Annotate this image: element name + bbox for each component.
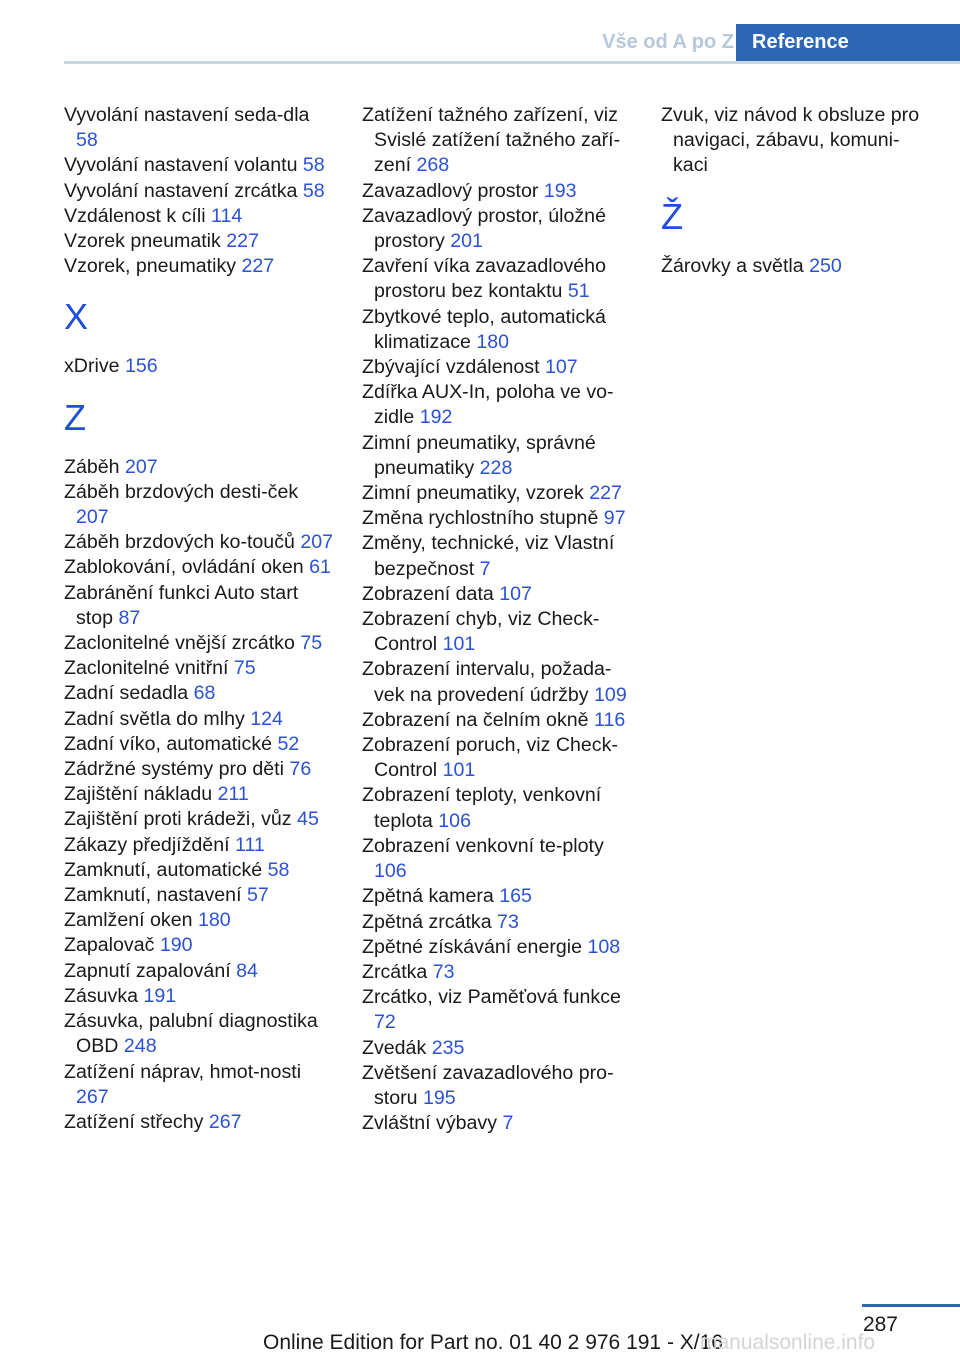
page-link[interactable]: 75	[233, 657, 256, 680]
index-entry	[64, 656, 334, 681]
page-link[interactable]: 68	[193, 682, 216, 705]
page-link[interactable]: 109	[594, 683, 627, 706]
index-entry	[64, 581, 334, 631]
entry-term: Zatížení tažného zařízení, viz Svislé zatížení tažného zaří-zení	[362, 104, 621, 177]
index-entry	[64, 354, 334, 379]
page-link[interactable]: 267	[76, 1085, 109, 1108]
entry-term: Zpětné získávání energie	[362, 935, 588, 958]
index-entry	[64, 681, 334, 706]
index-column-1	[64, 103, 334, 1135]
entry-term: Záběh	[64, 455, 126, 478]
footer-rule	[862, 1304, 960, 1307]
tab-reference[interactable]: Reference	[736, 24, 960, 61]
page-link[interactable]: 207	[300, 531, 334, 554]
page-link[interactable]: 108	[587, 935, 621, 958]
index-entry	[64, 631, 334, 656]
page-link[interactable]: 72	[374, 1011, 396, 1034]
page-link[interactable]: 7	[502, 1112, 514, 1135]
page-link[interactable]: 106	[438, 809, 471, 832]
page-link[interactable]: 111	[235, 833, 265, 856]
entry-term: Zákazy předjíždění	[64, 833, 235, 856]
index-entry	[362, 884, 632, 909]
entry-term: Zádržné systémy pro děti	[64, 758, 290, 781]
index-entry	[64, 480, 334, 530]
index-entry	[64, 229, 334, 254]
index-column-3	[661, 103, 931, 279]
index-entry	[64, 455, 334, 480]
page-link[interactable]: 61	[309, 556, 331, 579]
page-link[interactable]: 207	[125, 455, 158, 478]
index-entry	[362, 431, 632, 481]
entry-term: Zobrazení na čelním okně	[362, 708, 594, 731]
index-entry	[64, 782, 334, 807]
entry-term: Zimní pneumatiky, správné pneumatiky	[362, 431, 596, 479]
entry-term: Zrcátko, viz Paměťová funkce	[362, 986, 621, 1009]
entry-term: Zajištění proti krádeži, vůz	[64, 808, 298, 831]
page-link[interactable]: 227	[226, 230, 259, 253]
entry-term: xDrive	[64, 355, 125, 378]
entry-term: Záběh brzdových desti-ček	[64, 480, 299, 503]
entry-term: Zvedák	[362, 1036, 432, 1059]
header-rule	[64, 61, 960, 64]
index-entry	[362, 733, 632, 783]
entry-term: Zimní pneumatiky, vzorek	[362, 482, 590, 505]
page-link[interactable]: 114	[211, 204, 243, 227]
entry-term: Zvětšení zavazadlového pro-storu	[362, 1061, 614, 1109]
page-link[interactable]: 211	[217, 783, 249, 806]
watermark: manualsonline.info	[700, 1331, 876, 1354]
page-link[interactable]: 58	[302, 154, 325, 177]
entry-term: Zablokování, ovládání oken	[64, 556, 310, 579]
entry-term: Zamlžení oken	[64, 909, 198, 932]
entry-term: Zásuvka, palubní diagnostika OBD	[64, 1010, 318, 1058]
entry-term: Zadní sedadla	[64, 682, 194, 705]
page-link[interactable]: 228	[479, 456, 513, 479]
index-entry	[362, 985, 632, 1035]
entry-term: Zobrazení teploty, venkovní teplota	[362, 784, 602, 832]
index-entry	[64, 807, 334, 832]
page-link[interactable]: 101	[442, 633, 476, 656]
index-entry	[362, 834, 632, 884]
index-entry	[64, 555, 334, 580]
page-link[interactable]: 76	[289, 758, 312, 781]
entry-term: Zamknutí, nastavení	[64, 884, 247, 907]
index-entry	[64, 204, 334, 229]
entry-term: Zdířka AUX-In, poloha ve vo-zidle	[362, 381, 614, 429]
entry-term: Zavření víka zavazadlového prostoru bez kontaktu	[362, 255, 606, 303]
index-entry	[64, 1110, 334, 1135]
page-link[interactable]: 191	[143, 984, 177, 1007]
entry-term: Zpětná zrcátka	[362, 910, 498, 933]
index-column-2	[362, 103, 632, 1136]
page-link[interactable]: 116	[594, 708, 626, 731]
entry-term: Zpětná kamera	[362, 885, 500, 908]
index-entry	[64, 103, 334, 153]
index-letter-heading: Z	[64, 396, 86, 438]
page-link[interactable]: 193	[543, 179, 577, 202]
entry-term: Vzorek, pneumatiky	[64, 255, 242, 278]
page-link[interactable]: 267	[208, 1110, 242, 1133]
page-link[interactable]: 190	[159, 934, 193, 957]
index-entry	[362, 380, 632, 430]
page-link[interactable]: 227	[241, 255, 275, 278]
page-link[interactable]: 248	[123, 1035, 157, 1058]
page-link[interactable]: 97	[603, 507, 626, 530]
page-link[interactable]: 250	[809, 254, 842, 277]
index-entry	[661, 103, 931, 179]
page-link[interactable]: 101	[442, 759, 476, 782]
entry-term: Zadní víko, automatické	[64, 732, 278, 755]
entry-term: Zadní světla do mlhy	[64, 707, 251, 730]
index-entry	[64, 732, 334, 757]
index-entry	[64, 833, 334, 858]
entry-term: Vzorek pneumatik	[64, 230, 227, 253]
entry-term: Vzdálenost k cíli	[64, 204, 212, 227]
page-link[interactable]: 107	[499, 582, 532, 605]
entry-term: Zobrazení chyb, viz Check-Control	[362, 608, 600, 656]
entry-term: Zapnutí zapalování	[64, 959, 237, 982]
index-entry	[362, 204, 632, 254]
page-link[interactable]: 235	[431, 1036, 465, 1059]
page-link[interactable]: 180	[476, 330, 510, 353]
index-entry	[64, 530, 334, 555]
entry-term: Změny, technické, viz Vlastní bezpečnost	[362, 532, 615, 580]
page-number: 287	[862, 1313, 898, 1336]
index-letter-heading: Ž	[661, 195, 683, 237]
entry-term: Zaclonitelné vnitřní	[64, 657, 234, 680]
page-link[interactable]: 52	[277, 732, 300, 755]
entry-term: Zajištění nákladu	[64, 783, 218, 806]
page-link[interactable]: 87	[118, 606, 141, 629]
entry-term: Zabránění funkci Auto start stop	[64, 581, 299, 629]
index-entry	[362, 582, 632, 607]
page-link[interactable]: 201	[450, 230, 483, 253]
entry-term: Zamknutí, automatické	[64, 858, 268, 881]
index-entry	[64, 254, 334, 279]
entry-term: Zvuk, viz návod k obsluze pro navigaci, zábavu, komuni-kaci	[661, 104, 920, 177]
index-entry	[362, 103, 632, 179]
index-entry	[362, 531, 632, 581]
index-entry	[362, 179, 632, 204]
page-link[interactable]: 57	[246, 884, 269, 907]
index-entry	[64, 933, 334, 958]
entry-term: Zbytkové teplo, automatická klimatizace	[362, 305, 606, 353]
index-entry	[362, 935, 632, 960]
entry-term: Zobrazení data	[362, 582, 500, 605]
page-link[interactable]: 58	[302, 179, 325, 202]
index-entry	[362, 910, 632, 935]
index-entry	[362, 481, 632, 506]
entry-term: Zatížení střechy	[64, 1110, 209, 1133]
index-entry	[362, 960, 632, 985]
index-entry	[362, 254, 632, 304]
page-link[interactable]: 165	[499, 885, 532, 908]
entry-term: Zobrazení venkovní te-ploty	[362, 834, 604, 857]
index-entry	[64, 959, 334, 984]
index-entry	[362, 708, 632, 733]
edition-footer: Online Edition for Part no. 01 40 2 976 191 - X/16	[263, 1331, 723, 1354]
entry-term: Vyvolání nastavení zrcátka	[64, 179, 303, 202]
page-link[interactable]: 73	[497, 910, 519, 933]
index-entry	[64, 1009, 334, 1059]
page-link[interactable]: 192	[419, 406, 453, 429]
index-entry	[64, 984, 334, 1009]
page-link[interactable]: 58	[267, 858, 290, 881]
page-link[interactable]: 207	[76, 506, 109, 529]
index-entry	[362, 1111, 632, 1136]
index-entry	[362, 506, 632, 531]
entry-term: Zobrazení poruch, viz Check-Control	[362, 734, 618, 782]
page-link[interactable]: 107	[544, 356, 578, 379]
page-link[interactable]: 180	[197, 909, 231, 932]
page-link[interactable]: 84	[236, 959, 258, 982]
index-letter-heading: X	[64, 296, 89, 338]
entry-term: Zatížení náprav, hmot-nosti	[64, 1060, 302, 1083]
index-entry	[362, 355, 632, 380]
entry-term: Vyvolání nastavení seda-dla	[64, 104, 310, 126]
page-link[interactable]: 75	[300, 632, 323, 655]
index-entry	[64, 1060, 334, 1110]
entry-term: Zvláštní výbavy	[362, 1112, 503, 1135]
index-entry	[362, 1061, 632, 1111]
page-link[interactable]: 106	[374, 860, 407, 883]
page-link[interactable]: 268	[416, 154, 450, 177]
index-entry	[362, 1036, 632, 1061]
index-entry	[64, 883, 334, 908]
page-link[interactable]: 124	[250, 707, 283, 730]
index-entry	[64, 908, 334, 933]
page-link[interactable]: 51	[567, 280, 590, 303]
entry-term: Zavazadlový prostor	[362, 179, 544, 202]
page-link[interactable]: 45	[297, 808, 319, 831]
section-title: Vše od A po Z	[602, 31, 734, 53]
page-link[interactable]: 73	[432, 960, 455, 983]
entry-term: Vyvolání nastavení volantu	[64, 154, 303, 177]
entry-term: Zavazadlový prostor, úložné prostory	[362, 204, 606, 253]
page-link[interactable]: 156	[124, 355, 158, 378]
entry-term: Zrcátka	[362, 960, 433, 983]
entry-term: Zásuvka	[64, 984, 144, 1007]
index-entry	[362, 783, 632, 833]
page-link[interactable]: 7	[479, 557, 491, 580]
entry-term: Žárovky a světla	[661, 254, 810, 277]
index-entry	[64, 179, 334, 204]
page-link[interactable]: 195	[423, 1086, 456, 1109]
entry-term: Zaclonitelné vnější zrcátko	[64, 632, 301, 655]
entry-term: Změna rychlostního stupně	[362, 507, 604, 530]
index-entry	[362, 305, 632, 355]
index-entry	[64, 153, 334, 178]
index-entry	[362, 607, 632, 657]
index-entry	[661, 254, 931, 279]
index-entry	[64, 707, 334, 732]
entry-term: Zobrazení intervalu, požada-vek na provedení údržby	[362, 658, 612, 706]
index-entry	[362, 657, 632, 707]
index-entry	[64, 757, 334, 782]
entry-term: Zapalovač	[64, 934, 160, 957]
page-link[interactable]: 58	[76, 129, 98, 152]
entry-term: Zbývající vzdálenost	[362, 356, 545, 379]
entry-term: Záběh brzdových ko-toučů	[64, 531, 301, 554]
index-entry	[64, 858, 334, 883]
page-link[interactable]: 227	[589, 482, 622, 505]
